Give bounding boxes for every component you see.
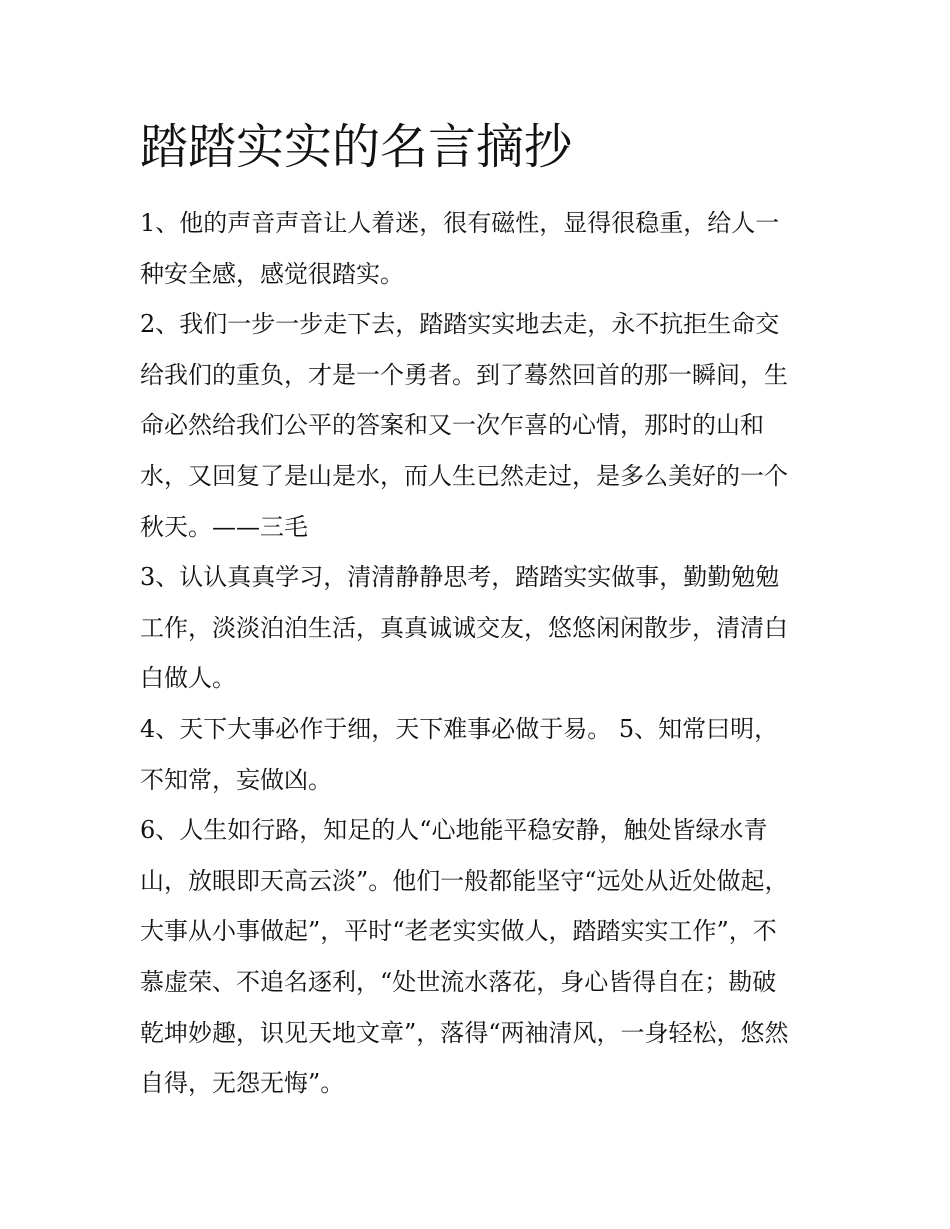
text-line: 大事从小事做起”，平时“老老实实做人，踏踏实实工作”，不 — [140, 917, 777, 946]
text-line: 工作，淡淡泊泊生活，真真诚诚交友，悠悠闲闲散步，清清白 — [140, 613, 788, 642]
text-line: 水，又回复了是山是水，而人生已然走过，是多么美好的一个 — [140, 461, 788, 490]
text-line: 白做人。 — [140, 664, 236, 693]
text-line: 1、他的声音声音让人着迷，很有磁性，显得很稳重，给人一 — [140, 209, 780, 237]
text-line: 种安全感，感觉很踏实。 — [140, 259, 404, 288]
text-line: 给我们的重负，才是一个勇者。到了蓦然回首的那一瞬间，生 — [140, 360, 788, 389]
page-title: 踏踏实实的名言摘抄 — [140, 119, 573, 175]
text-line: 2、我们一步一步走下去，踏踏实实地去走，永不抗拒生命交 — [140, 310, 780, 339]
text-line: 3、认认真真学习，清清静静思考，踏踏实实做事，勤勤勉勉 — [140, 563, 780, 592]
text-line: 不知常，妄做凶。 — [140, 765, 332, 794]
text-line: 山，放眼即天高云淡”。他们一般都能坚守“远处从近处做起， — [140, 866, 789, 895]
text-line: 4、天下大事必作于细，天下难事必做于易。 5、知常曰明， — [140, 714, 779, 743]
text-line: 乾坤妙趣，识见天地文章”，落得“两袖清风，一身轻松，悠然 — [140, 1018, 789, 1047]
text-line: 自得，无怨无悔”。 — [140, 1069, 345, 1098]
document-body — [140, 198, 820, 1109]
text-line: 6、人生如行路，知足的人“心地能平稳安静，触处皆绿水青 — [140, 816, 768, 845]
text-line: 秋天。——三毛 — [140, 512, 308, 541]
text-line: 慕虚荣、不追名逐利，“处世流水落花，身心皆得自在；勘破 — [140, 967, 777, 996]
text-line: 命必然给我们公平的答案和又一次乍喜的心情，那时的山和 — [140, 411, 764, 440]
